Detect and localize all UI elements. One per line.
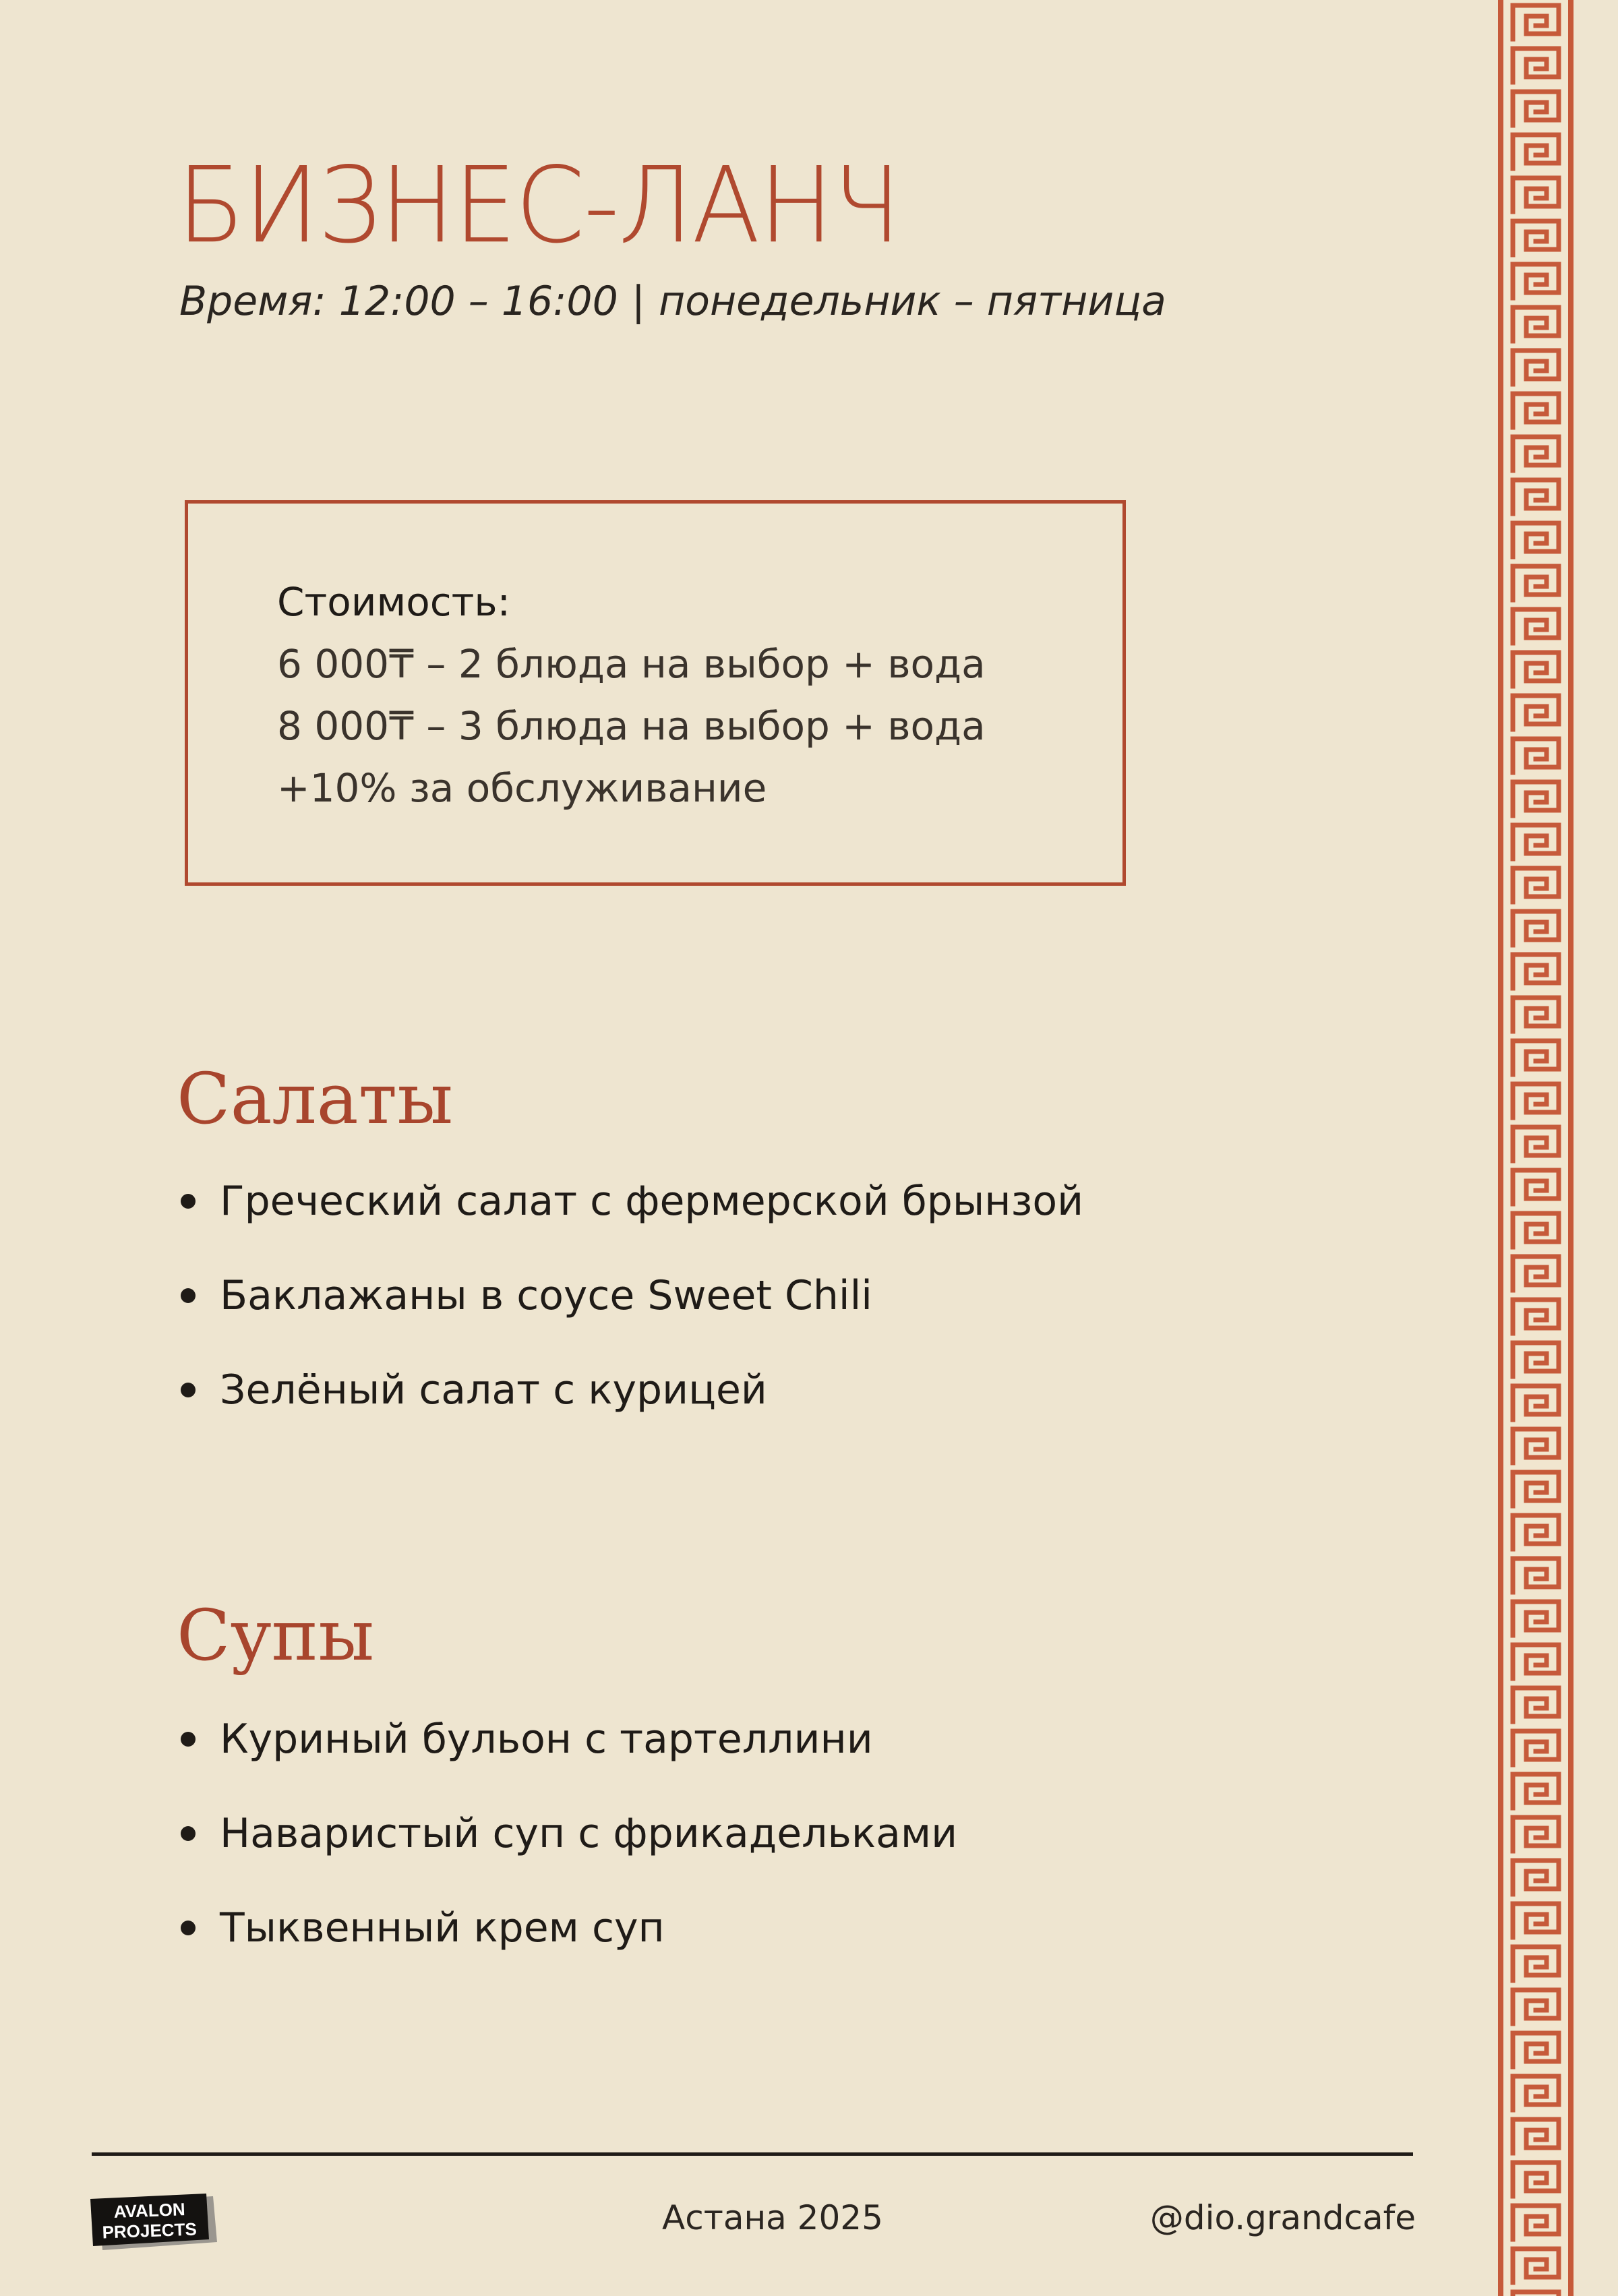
footer-city-year: Астана 2025 xyxy=(662,2198,883,2237)
salads-list xyxy=(177,1154,1083,1437)
price-option-two-dishes: 6 000₸ – 2 блюда на выбор + вода xyxy=(277,641,986,687)
service-charge: +10% за обслуживание xyxy=(277,765,767,811)
list-item xyxy=(177,1248,1083,1343)
hours-days: понедельник – пятница xyxy=(659,278,1166,325)
list-item xyxy=(177,1786,957,1881)
list-item-label: Баклажаны в соусе Sweet Chili xyxy=(220,1272,872,1319)
list-item xyxy=(177,1154,1083,1248)
bullet-icon xyxy=(181,1826,196,1841)
logo-text-line-1: AVALON xyxy=(113,2199,186,2222)
avalon-projects-logo-icon xyxy=(85,2192,220,2254)
footer-social-handle: @dio.grandcafe xyxy=(1149,2198,1416,2237)
list-item-label: Греческий салат с фермерской брынзой xyxy=(220,1178,1084,1225)
price-box xyxy=(185,500,1126,886)
price-lines xyxy=(277,571,986,819)
list-item-label: Тыквенный крем суп xyxy=(220,1904,665,1952)
opening-hours xyxy=(179,273,1166,330)
list-item xyxy=(177,1881,957,1975)
hours-time: Время: 12:00 – 16:00 xyxy=(179,278,618,325)
list-item xyxy=(177,1343,1083,1437)
bullet-icon xyxy=(181,1194,196,1209)
section-title-salads: Салаты xyxy=(177,1058,453,1140)
list-item-label: Куриный бульон с тартеллини xyxy=(220,1716,873,1763)
hours-separator: | xyxy=(631,278,645,325)
bullet-icon xyxy=(181,1921,196,1935)
bullet-icon xyxy=(181,1288,196,1303)
bullet-icon xyxy=(181,1732,196,1747)
bullet-icon xyxy=(181,1383,196,1397)
list-item-label: Зелёный салат с курицей xyxy=(220,1366,767,1414)
section-title-soups: Супы xyxy=(177,1594,374,1676)
price-heading: Стоимость: xyxy=(277,579,511,625)
greek-key-border-icon xyxy=(1498,0,1574,2296)
price-option-three-dishes: 8 000₸ – 3 блюда на выбор + вода xyxy=(277,703,986,749)
footer-divider xyxy=(92,2152,1413,2156)
soups-list xyxy=(177,1692,957,1975)
page-title: БИЗНЕС-ЛАНЧ xyxy=(177,144,900,267)
list-item-label: Наваристый суп с фрикадельками xyxy=(220,1810,958,1857)
list-item xyxy=(177,1692,957,1786)
logo-text-line-2: PROJECTS xyxy=(102,2218,198,2243)
greek-key-pattern-icon xyxy=(1503,0,1568,2296)
